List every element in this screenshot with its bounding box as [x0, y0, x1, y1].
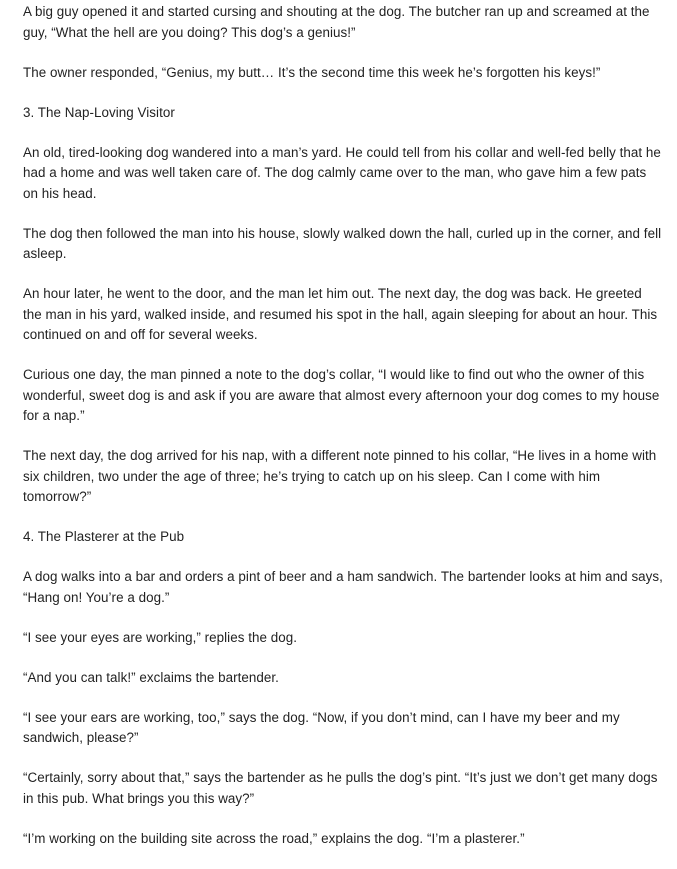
section-heading-nap-loving-visitor: 3. The Nap-Loving Visitor — [23, 104, 175, 120]
paragraph-you-can-talk: “And you can talk!” exclaims the bartender. — [23, 669, 279, 685]
paragraph-first-note: Curious one day, the man pinned a note to the dog’s collar, “I would like to find out who the owner of this wonderful, sweet dog is and ask if you are aware that almost every afternoon your dog comes to my house for a nap.” — [23, 367, 660, 423]
paragraph-eyes-working: “I see your eyes are working,” replies the dog. — [23, 629, 298, 645]
paragraph-owner-response: The owner responded, “Genius, my butt… It’s the second time this week he’s forgotten his keys!” — [23, 64, 601, 80]
paragraph-dog-orders: A dog walks into a bar and orders a pint of beer and a ham sandwich. The bartender looks at him and says, “Hang on! You’re a dog.” — [23, 569, 663, 605]
section-heading-plasterer-at-the-pub: 4. The Plasterer at the Pub — [23, 529, 185, 544]
paragraph-bartender-pulls-pint: “Certainly, sorry about that,” says the bartender as he pulls the dog’s pint. “It’s just we don’t get many dogs in this pub. What brings you this way?” — [23, 770, 658, 806]
paragraph-butcher-scene: A big guy opened it and started cursing and shouting at the dog. The butcher ran up and screamed at the guy, “What the hell are you doing? This dog’s a genius!” — [23, 4, 650, 40]
paragraph-second-note: The next day, the dog arrived for his nap, with a different note pinned to his collar, “He lives in a home with six children, two under the age of three; he’s trying to catch up on his sleep. Can I come with him tomorrow?” — [23, 448, 657, 504]
paragraph-ears-working: “I see your ears are working, too,” says the dog. “Now, if you don’t mind, can I have my beer and my sandwich, please?” — [23, 709, 620, 745]
paragraph-plasterer-reply: “I’m working on the building site across the road,” explains the dog. “I’m a plasterer.” — [23, 830, 525, 846]
paragraph-old-dog-arrives: An old, tired-looking dog wandered into a man’s yard. He could tell from his collar and well-fed belly that he had a home and was well taken care of. The dog calmly came over to the man, who gave him a few pats on his head. — [23, 144, 661, 201]
article-body — [23, 2, 663, 869]
paragraph-dog-returns: An hour later, he went to the door, and the man let him out. The next day, the dog was back. He greeted the man in his yard, walked inside, and resumed his spot in the hall, again sleeping for about an hour. This continued on and off for several weeks. — [23, 286, 658, 342]
paragraph-dog-falls-asleep: The dog then followed the man into his house, slowly walked down the hall, curled up in the corner, and fell asleep. — [23, 225, 662, 261]
